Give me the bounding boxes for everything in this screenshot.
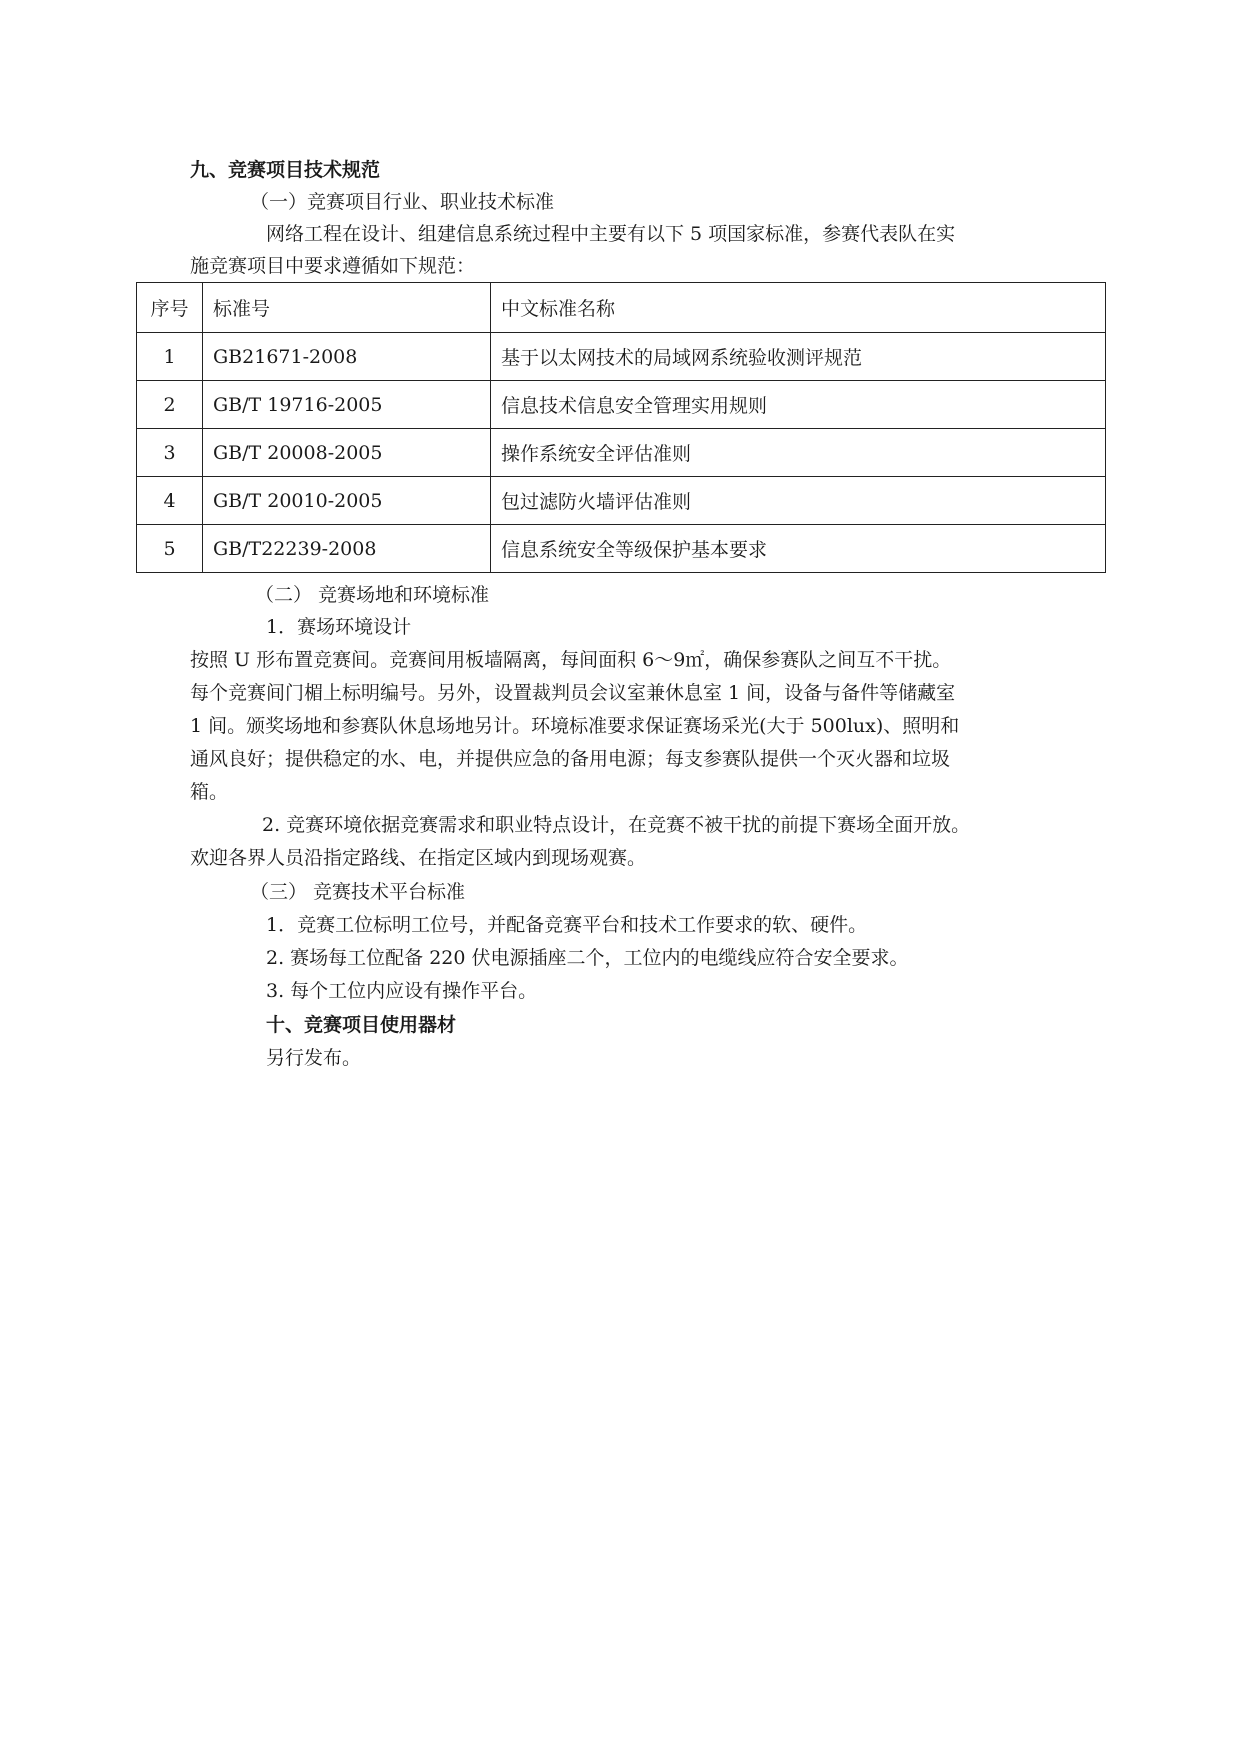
section9-title: 九、竞赛项目技术规范: [190, 159, 381, 181]
sub3-item: 3. 每个工位内应设有操作平台。: [266, 980, 538, 1002]
row-code: GB21671-2008: [203, 333, 491, 381]
sub3-item: 1．竞赛工位标明工位号，并配备竞赛平台和技术工作要求的软、硬件。: [266, 914, 868, 936]
row-no: 3: [137, 429, 203, 477]
row-no: 2: [137, 381, 203, 429]
header-no: 序号: [137, 283, 203, 333]
section10-title: 十、竞赛项目使用器材: [266, 1014, 457, 1036]
row-code: GB/T22239-2008: [203, 525, 491, 573]
row-name: 操作系统安全评估准则: [491, 429, 1106, 477]
header-code: 标准号: [203, 283, 491, 333]
row-no: 5: [137, 525, 203, 573]
row-no: 1: [137, 333, 203, 381]
table-row: [137, 429, 1106, 477]
table-header-row: [137, 283, 1106, 333]
standards-table: [136, 282, 1106, 573]
table-row: [137, 477, 1106, 525]
section10-text: 另行发布。: [266, 1047, 362, 1069]
p1-line: 每个竞赛间门楣上标明编号。另外，设置裁判员会议室兼休息室 1 间，设备与备件等储藏室: [190, 682, 956, 704]
table-row: [137, 333, 1106, 381]
row-code: GB/T 20008-2005: [203, 429, 491, 477]
row-no: 4: [137, 477, 203, 525]
sub1-title: （一）竞赛项目行业、职业技术标准: [250, 191, 555, 213]
row-name: 信息技术信息安全管理实用规则: [491, 381, 1106, 429]
sub3-item: 2. 赛场每工位配备 220 伏电源插座二个，工位内的电缆线应符合安全要求。: [266, 947, 909, 969]
p2-line: 欢迎各界人员沿指定路线、在指定区域内到现场观赛。: [190, 847, 647, 869]
p1-line: 1 间。颁奖场地和参赛队休息场地另计。环境标准要求保证赛场采光(大于 500lux)、照明和: [190, 715, 960, 737]
intro-line-1: 网络工程在设计、组建信息系统过程中主要有以下 5 项国家标准，参赛代表队在实: [266, 223, 956, 245]
sub2-title: （二） 竞赛场地和环境标准: [255, 584, 490, 606]
row-name: 包过滤防火墙评估准则: [491, 477, 1106, 525]
p2-line: 2. 竞赛环境依据竞赛需求和职业特点设计，在竞赛不被干扰的前提下赛场全面开放。: [262, 814, 971, 836]
row-code: GB/T 19716-2005: [203, 381, 491, 429]
p1-line: 箱。: [190, 781, 229, 803]
table-row: [137, 525, 1106, 573]
header-name: 中文标准名称: [491, 283, 1106, 333]
p1-line: 通风良好；提供稳定的水、电，并提供应急的备用电源；每支参赛队提供一个灭火器和垃圾: [190, 748, 951, 770]
row-name: 信息系统安全等级保护基本要求: [491, 525, 1106, 573]
row-code: GB/T 20010-2005: [203, 477, 491, 525]
sub3-title: （三） 竞赛技术平台标准: [250, 881, 466, 903]
sub2-item1-title: 1．赛场环境设计: [266, 616, 412, 638]
p1-line: 按照 U 形布置竞赛间。竞赛间用板墙隔离，每间面积 6～9㎡，确保参赛队之间互不干扰。: [190, 649, 952, 671]
intro-line-2: 施竞赛项目中要求遵循如下规范：: [190, 255, 476, 277]
table-row: [137, 381, 1106, 429]
row-name: 基于以太网技术的局域网系统验收测评规范: [491, 333, 1106, 381]
